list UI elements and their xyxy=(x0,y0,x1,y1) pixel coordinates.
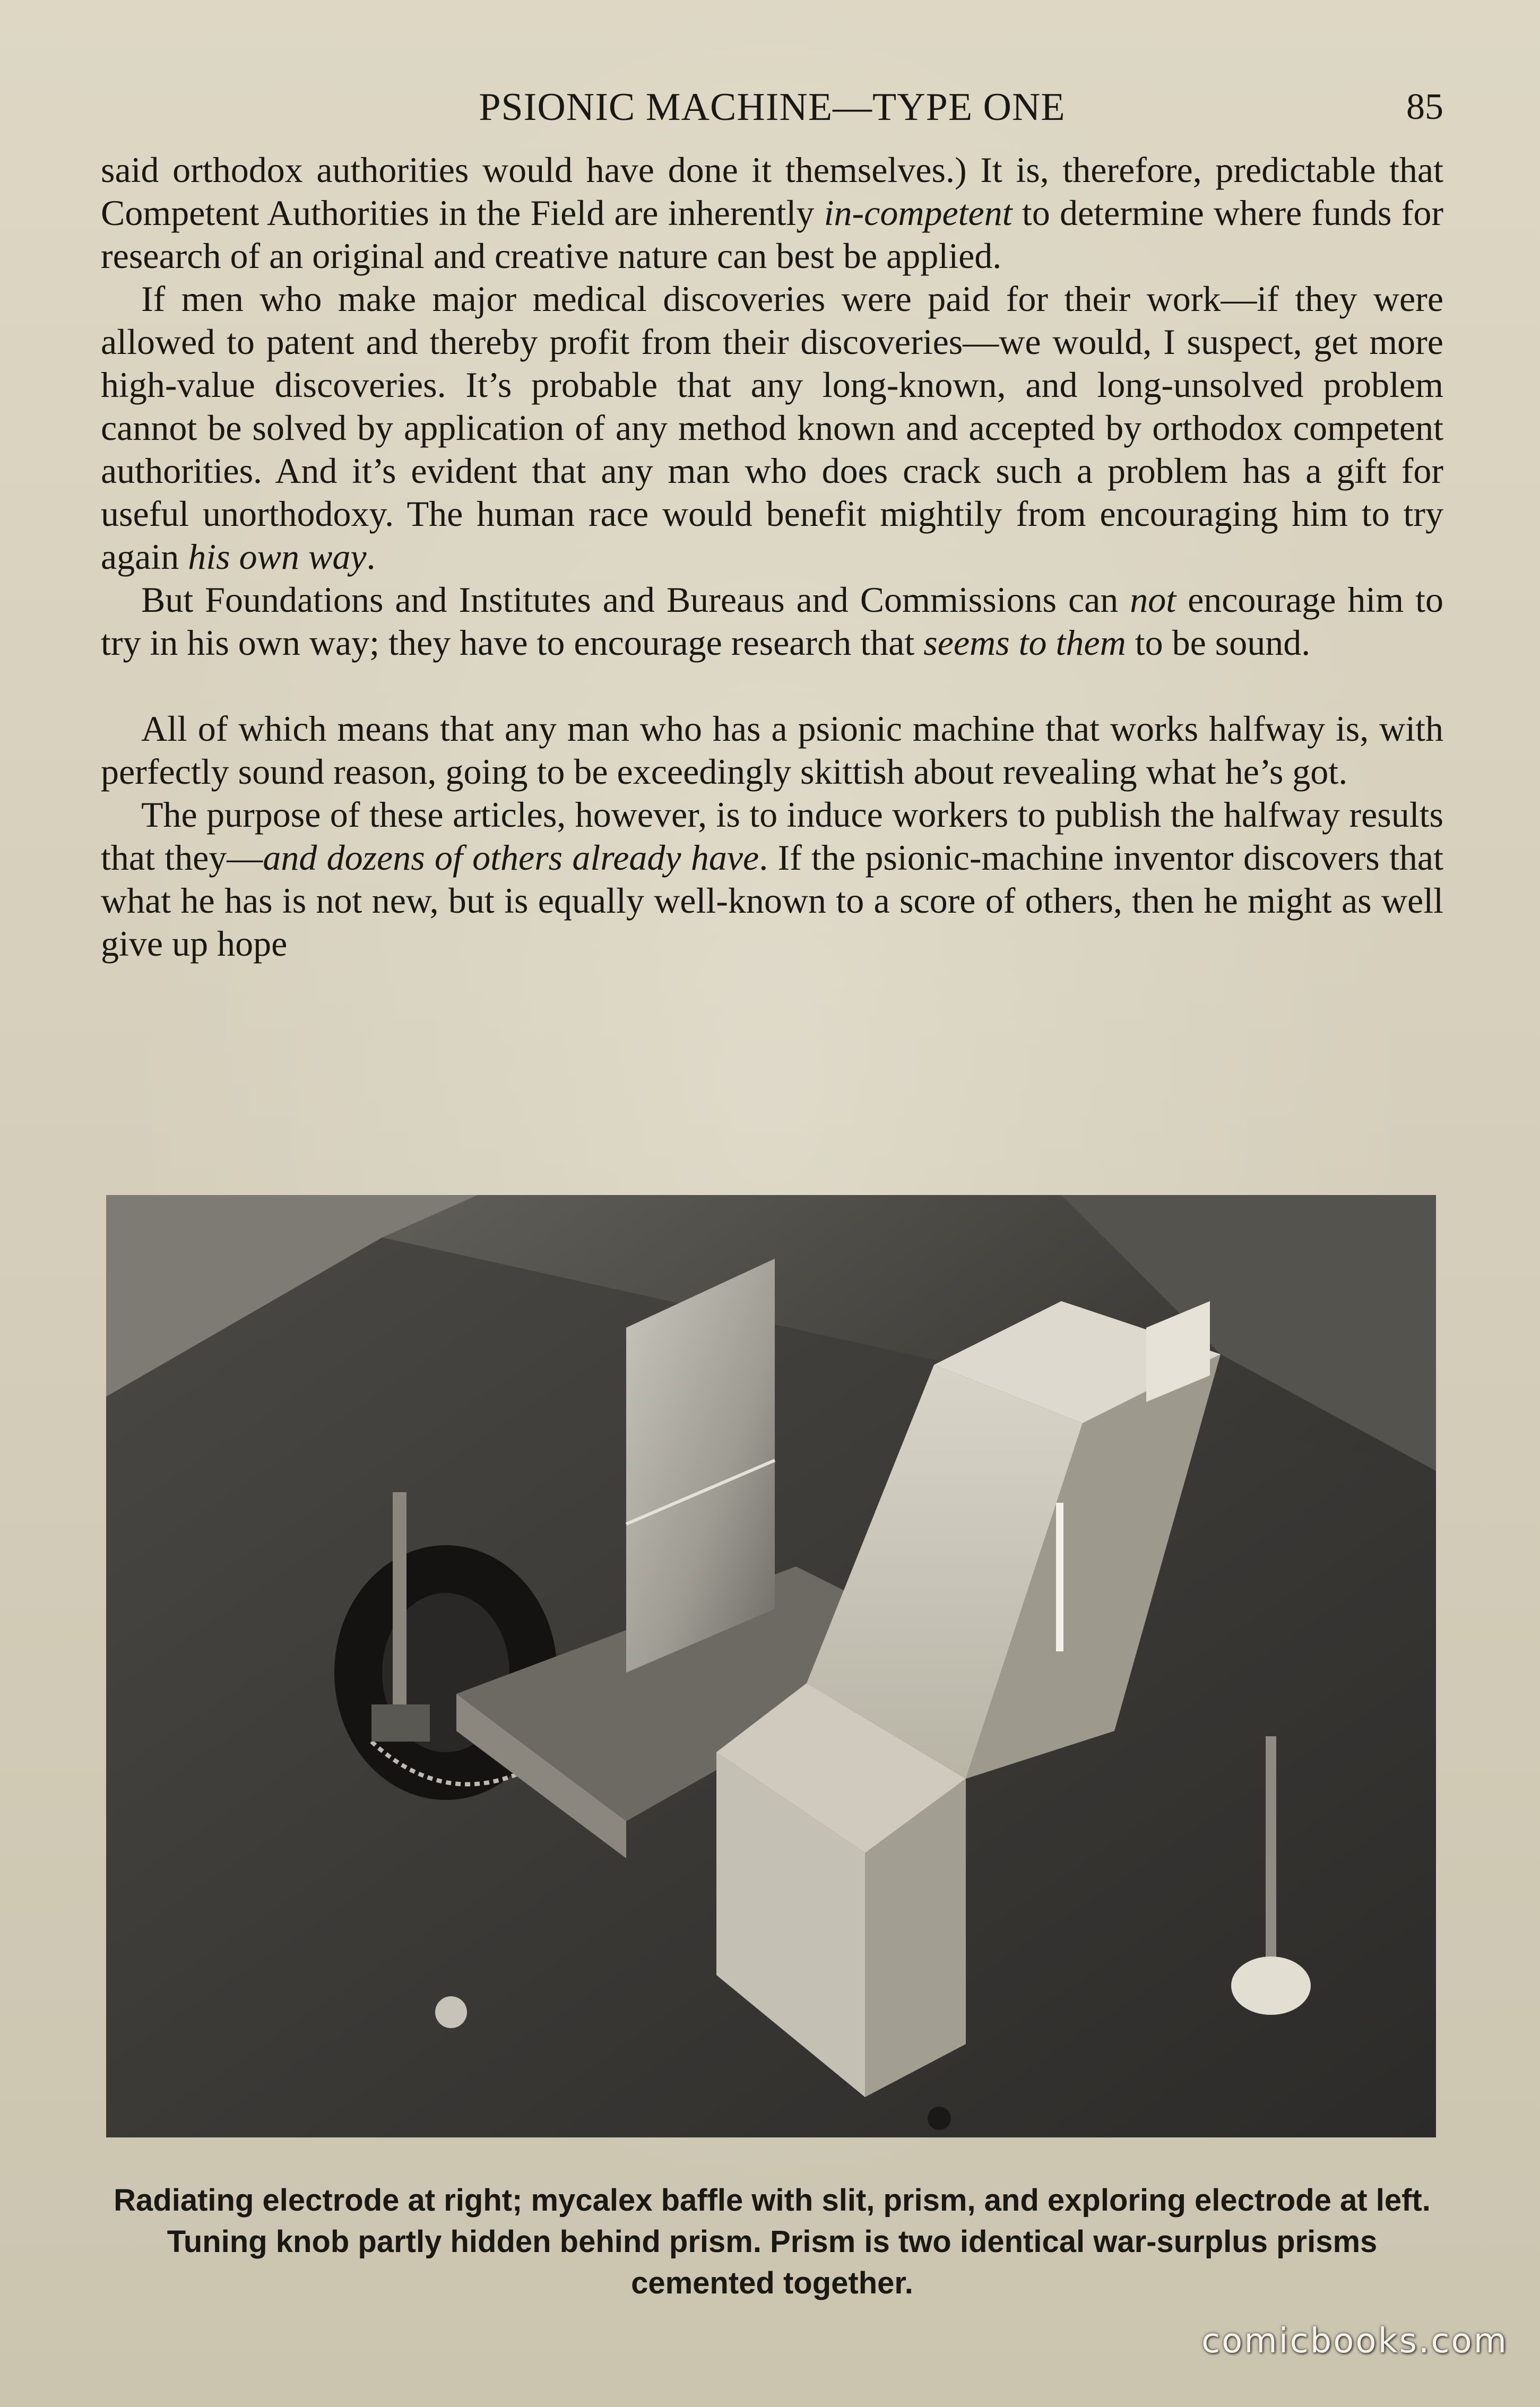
paragraph-1-emphasis: in-competent xyxy=(824,193,1013,233)
paragraph-4: All of which means that any man who has a psionic machine that works halfway is, with perfectly sound reason, going to be exceedingly skittish about revealing what he’s got. xyxy=(101,708,1443,792)
paragraph-2-emphasis: his own way xyxy=(188,536,367,577)
paragraph-5-end: . If the psionic-machine inventor discovers that what he has is not new, but is equally well-known to a score of others, then he might as well give up hope xyxy=(101,837,1443,964)
running-head: PSIONIC MACHINE—TYPE ONE xyxy=(479,85,1066,129)
machine-photo-illustration xyxy=(106,1195,1436,2137)
paragraph-5 xyxy=(101,793,1443,965)
article-body xyxy=(101,149,1443,965)
paragraph-3-emphasis-2: seems to them xyxy=(923,622,1126,663)
paragraph-1-end: to determine where funds for research of an original and creative nature can best be applied. xyxy=(101,193,1443,276)
exploring-electrode-mount xyxy=(371,1704,430,1742)
paragraph-5-start: The purpose of these articles, however, is to induce workers to publish the halfway results that they— xyxy=(101,794,1443,878)
paragraph-2-text: If men who make major medical discoveries were paid for their work—if they were allowed to patent and thereby profit from their discoveries—we would, I suspect, get more high-value discoveries. It’s probable that any long-known, and long-unsolved problem cannot be solved by application of any method known and accepted by orthodox competent authorities. And it’s evident that any man who does crack such a problem has a gift for useful unorthodoxy. The human race would benefit mightily from encouraging him to try again xyxy=(101,279,1443,577)
paragraph-3 xyxy=(101,578,1443,664)
paragraph-2 xyxy=(101,278,1443,578)
page-number: 85 xyxy=(1406,86,1443,127)
exploring-electrode-rod xyxy=(393,1492,406,1715)
paragraph-3-mid: encourage him to try in his own way; they have to encourage research that xyxy=(101,579,1443,663)
base-screw-bottom xyxy=(928,2107,951,2130)
paragraph-1-text: said orthodox authorities would have done it themselves.) It is, therefore, predictable that Competent Authorities in the Field are inherently xyxy=(101,150,1443,233)
page-header xyxy=(101,81,1443,134)
radiating-electrode-rod xyxy=(1266,1736,1276,1980)
baffle-slit xyxy=(1056,1503,1063,1651)
paragraph-3-emphasis: not xyxy=(1130,579,1176,620)
source-watermark: comicbooks.com xyxy=(1201,2322,1508,2361)
paragraph-2-end: . xyxy=(366,536,376,577)
base-screw-left xyxy=(435,1996,467,2028)
photo-caption: Radiating electrode at right; mycalex baffle with slit, prism, and exploring electrode at left. Tuning knob partly hidden behind prism. Prism is two identical war-surplus prisms cemented together. xyxy=(114,2183,1431,2300)
paragraph-5-emphasis: and dozens of others already have xyxy=(263,837,759,878)
machine-photograph xyxy=(106,1195,1436,2137)
paragraph-3-end: to be sound. xyxy=(1126,622,1311,663)
prism xyxy=(626,1259,775,1673)
paragraph-3-start: But Foundations and Institutes and Bureaus and Commissions can xyxy=(141,579,1130,620)
radiating-electrode-insulator xyxy=(1231,1956,1311,2015)
paragraph-1 xyxy=(101,149,1443,278)
